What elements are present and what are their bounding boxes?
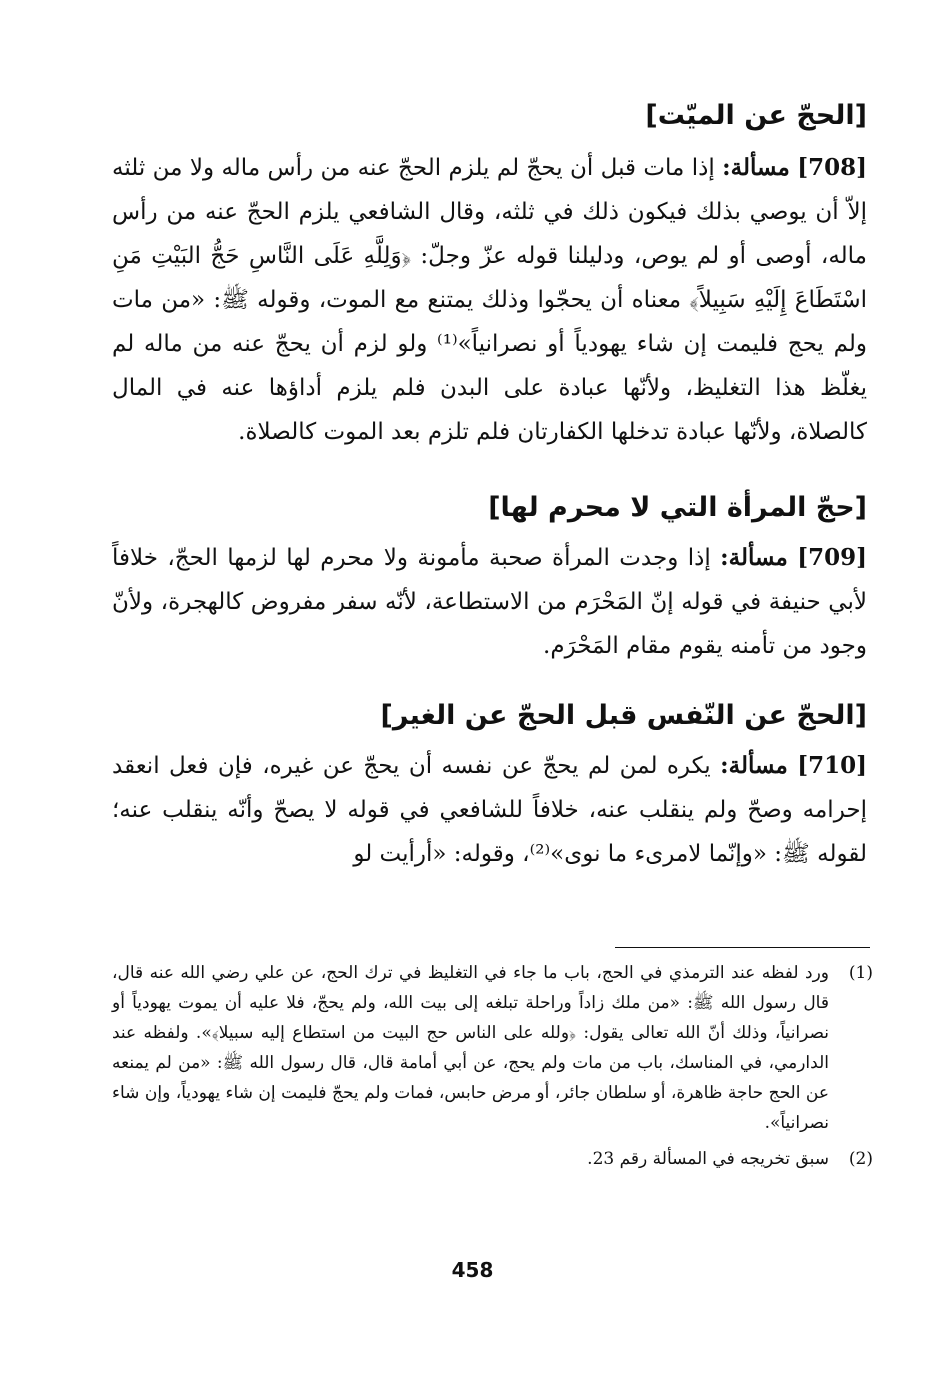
issue-708 [112, 146, 867, 454]
footnote-divider [615, 947, 870, 948]
issue-number: [710] [797, 752, 868, 779]
issue-710 [112, 744, 867, 876]
footnote-1 [112, 958, 873, 1138]
issue-number: [709] [797, 544, 867, 571]
issue-text: يكره لمن لم يحجّ عن نفسه أن يحجّ عن غيره، فإن فعل انعقد إحرامه وصحّ ولم ينقلب عنه، خلافاً للشافعي في قوله لا يصحّ وأنّه ينقلب عنه؛ لقوله ﷺ: «وإنّما لامرىء ما نوى»⁽²⁾، وقوله: «أرأيت لو [112, 753, 867, 867]
issue-label: مسألة: [720, 752, 788, 779]
main-text [112, 0, 867, 876]
issue-text: إذا وجدت المرأة صحبة مأمونة ولا محرم لها لزمها الحجّ، خلافاً لأبي حنيفة في قوله إنّ المَحْرَم من الاستطاعة، لأنّه سفر مفروض كالهجرة، ولأنّ وجود من تأمنه يقوم مقام المَحْرَم. [112, 545, 867, 659]
page-number: 458 [451, 1258, 494, 1282]
section-heading-self: [الحجّ عن النّفس قبل الحجّ عن الغير] [380, 700, 867, 731]
footnote-text: ورد لفظه عند الترمذي في الحج، باب ما جاء في التغليظ في ترك الحج، عن علي رضي الله عنه قال، قال رسول الله ﷺ: «من ملك زاداً وراحلة تبلغه إلى بيت الله، ولم يحجّ، فلا عليه أن يموت يهودياً أو نصرانياً، وذلك أنّ الله تعالى يقول: ﴿ولله على الناس حج البيت من استطاع إليه سبيلا﴾». ولفظه عند الدارمي، في المناسك، باب من مات ولم يحج، عن أبي أمامة قال، قال رسول الله ﷺ: «من لم يمنعه عن الحج حاجة ظاهرة، أو سلطان جائر، أو مرض حابس، فمات ولم يحجّ فليمت إن شاء يهودياً، وإن شاء نصرانياً». [112, 963, 829, 1133]
footnote-text: سبق تخريجه في المسألة رقم 23. [587, 1149, 829, 1169]
issue-label: مسألة: [722, 154, 790, 181]
section-heading-dead: [الحجّ عن الميّت] [645, 100, 867, 131]
footnote-number: (1) [848, 963, 873, 983]
issue-label: مسألة: [720, 544, 788, 571]
footnotes [112, 958, 873, 1174]
issue-709 [112, 536, 867, 668]
footnote-number: (2) [848, 1149, 873, 1169]
footnote-2 [112, 1144, 873, 1174]
issue-number: [708] [797, 154, 868, 181]
section-heading-woman: [حجّ المرأة التي لا محرم لها] [488, 492, 867, 523]
issue-text: إذا مات قبل أن يحجّ لم يلزم الحجّ عنه من رأس ماله ولا من ثلثه إلاّ أن يوصي بذلك فيكون ذلك في ثلثه، وقال الشافعي يلزم الحجّ عنه من رأس ماله، أوصى أو لم يوص، ودليلنا قوله عزّ وجلّ: ﴿وَلِلَّهِ عَلَى النَّاسِ حَجُّ البَيْتِ مَنِ اسْتَطَاعَ إِلَيْهِ سَبِيلاً﴾ معناه أن يحجّوا وذلك يمتنع مع الموت، وقوله ﷺ: «من مات ولم يحج فليمت إن شاء يهودياً أو نصرانياً»⁽¹⁾ ولو لزم أن يحجّ عنه من ماله لم يغلّظ هذا التغليظ، ولأنّها عبادة على البدن فلم يلزم أداؤها عنه في المال كالصلاة، ولأنّها عبادة تدخلها الكفارتان فلم تلزم بعد الموت كالصلاة. [112, 155, 867, 445]
